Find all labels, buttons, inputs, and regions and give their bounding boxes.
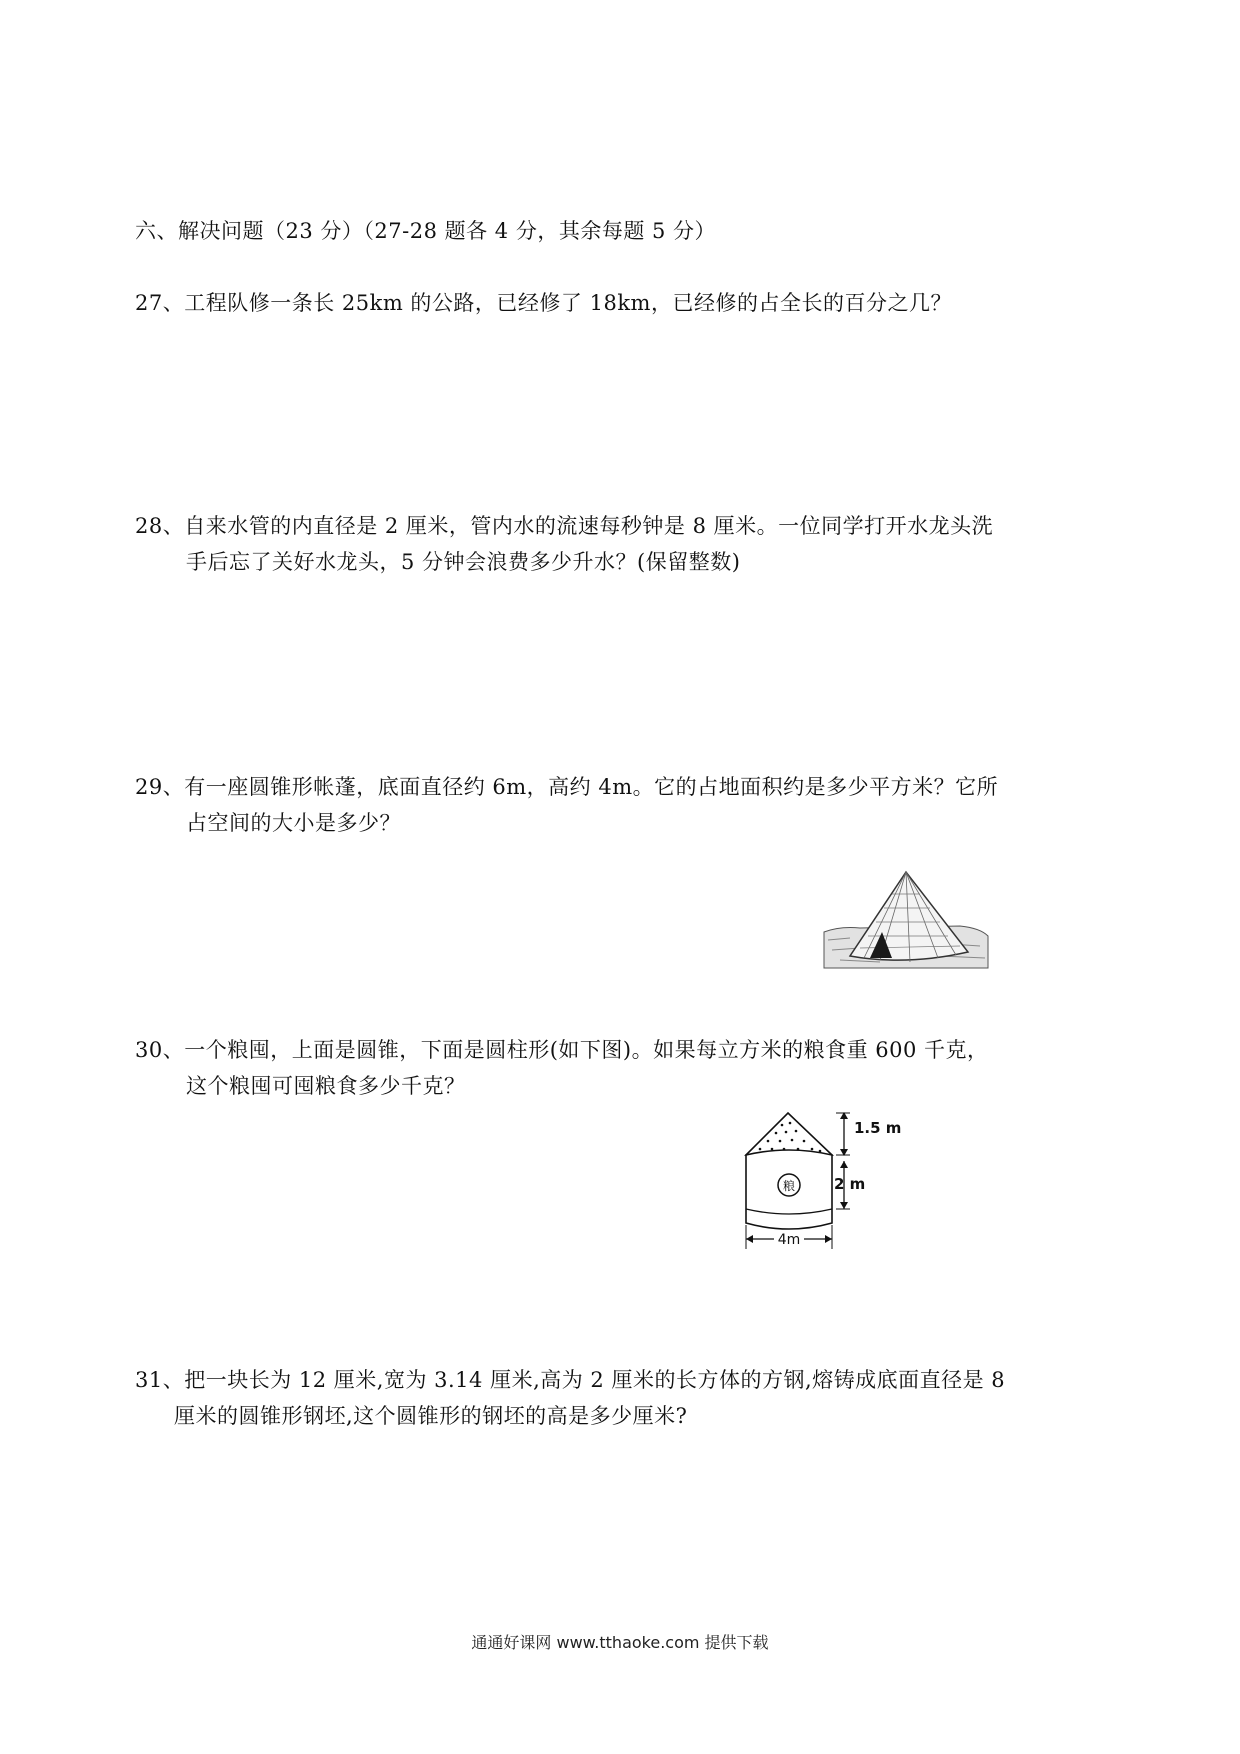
question-31-line-2: 厘米的圆锥形钢坯,这个圆锥形的钢坯的高是多少厘米? (174, 1404, 688, 1428)
question-28-line-2: 手后忘了关好水龙头，5 分钟会浪费多少升水？(保留整数) (186, 550, 741, 574)
silo-grain-label: 粮 (782, 1179, 796, 1193)
cone-height-label: 1.5 m (854, 1119, 902, 1137)
section-heading: 六、解决问题（23 分）（27-28 题各 4 分，其余每题 5 分） (135, 219, 717, 243)
question-29-line-2: 占空间的大小是多少？ (186, 811, 401, 835)
cylinder-height-label: 2 m (834, 1175, 866, 1193)
question-29-line-1: 29、有一座圆锥形帐蓬，底面直径约 6m，高约 4m。它的占地面积约是多少平方米？它所 (135, 775, 999, 799)
grain-silo-diagram (740, 1105, 940, 1255)
diameter-label: 4m (777, 1232, 801, 1248)
question-30-line-2: 这个粮囤可囤粮食多少千克？ (186, 1074, 466, 1098)
tent-illustration (820, 866, 990, 970)
question-28-line-1: 28、自来水管的内直径是 2 厘米，管内水的流速每秒钟是 8 厘米。一位同学打开水龙头洗 (135, 514, 994, 538)
question-27: 27、工程队修一条长 25km 的公路，已经修了 18km，已经修的占全长的百分之几？ (135, 291, 952, 315)
question-30-line-1: 30、一个粮囤，上面是圆锥，下面是圆柱形(如下图)。如果每立方米的粮食重 600 千克， (135, 1038, 989, 1062)
question-31-line-1: 31、把一块长为 12 厘米,宽为 3.14 厘米,高为 2 厘米的长方体的方钢,熔铸成底面直径是 8 (135, 1368, 1006, 1392)
page-footer: 通通好课网 www.tthaoke.com 提供下载 (471, 1633, 769, 1652)
